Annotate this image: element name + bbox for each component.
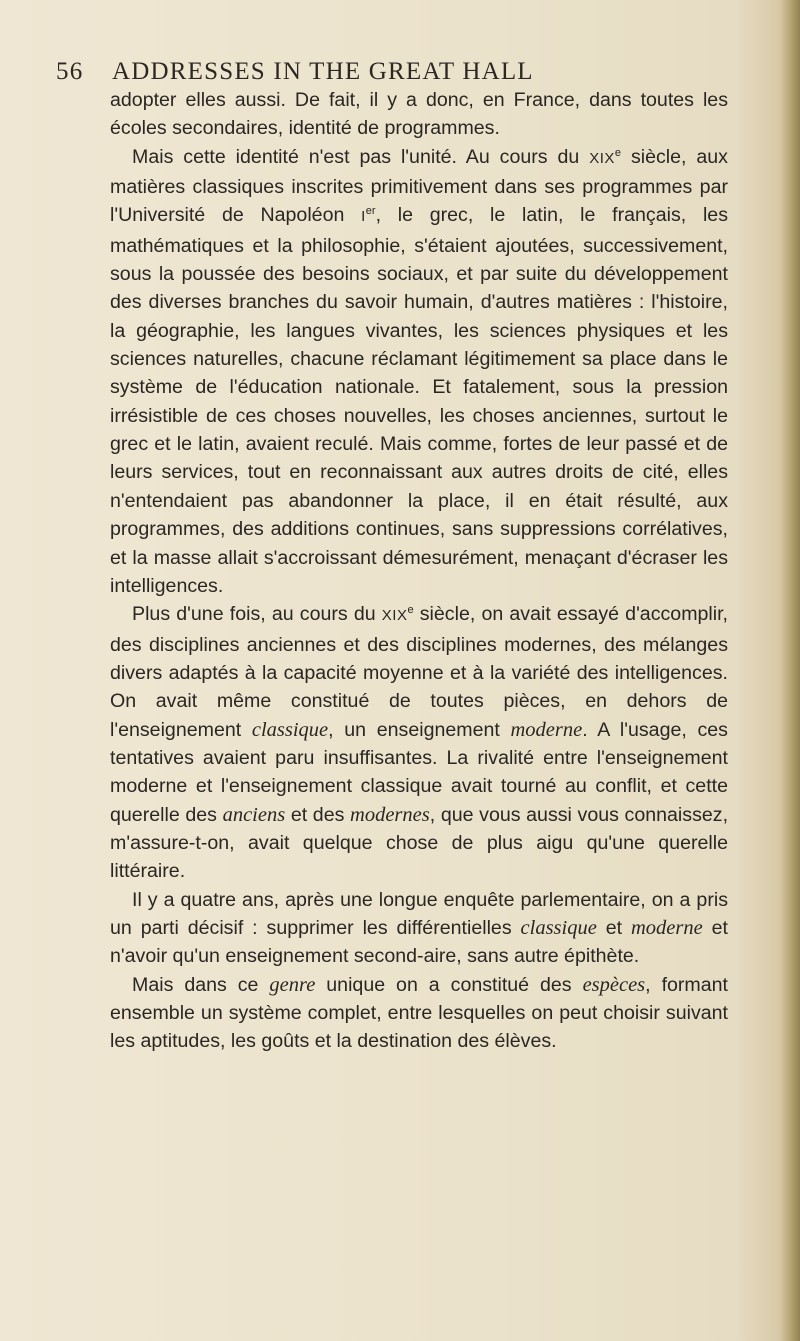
roman-numeral: XIX xyxy=(381,607,408,625)
superscript: e xyxy=(614,146,622,159)
running-header xyxy=(56,58,696,86)
p3-text-c: , un enseignement xyxy=(328,718,511,741)
p2-text-b: siècle, aux matières classiques inscrites primitivement dans ses programmes par l'Université de Napoléon xyxy=(110,145,728,227)
p4-text-c: et n'avoir qu'un enseignement second-aire, sans autre épithète. xyxy=(110,916,728,968)
p3-text-d: . A l'usage, ces tentatives avaient paru insuffisantes. La rivalité entre l'enseignement moderne et l'enseignement classique avait tourné au conflit, et cette querelle des xyxy=(110,718,728,826)
page-edge-shadow xyxy=(780,0,800,1341)
paragraph-2 xyxy=(110,143,728,601)
running-title: ADDRESSES IN THE GREAT HALL xyxy=(112,58,534,85)
italic-term: modernes xyxy=(350,803,430,826)
p4-text-b: et xyxy=(596,916,631,939)
p3-text-b: siècle, on avait essayé d'accomplir, des disciplines anciennes et des disciplines modernes, des mélanges divers adaptés à la capacité moyenne et à la variété des intelligences. On avait même constitué de toutes pièces, en dehors de l'enseignement xyxy=(110,603,729,741)
p2-text-a: Mais cette identité n'est pas l'unité. Au cours du xyxy=(132,145,590,168)
superscript: er xyxy=(365,205,376,218)
italic-term: moderne xyxy=(631,916,703,939)
roman-numeral: I xyxy=(361,208,366,226)
p2-text-c: , le grec, le latin, le français, les mathématiques et la philosophie, s'étaient ajoutées, successivement, sous la poussée des besoins sociaux, et par suite du développement des diverses branches du savoir humain, d'autres matières : l'histoire, la géographie, les langues vivantes, les sciences physiques et les sciences naturelles, chacune réclamant légitimement sa place dans le système de l'éducation nationale. Et fatalement, sous la pression irrésistible de ces choses nouvelles, les choses anciennes, surtout le grec et le latin, avaient reculé. Mais comme, fortes de leur passé et de leurs services, tout en reconnaissant aux autres droits de cité, elles n'entendaient pas abandonner la place, il en était résulté, aux programmes, des additions continues, sans suppressions corrélatives, et la masse allait s'accroissant démesurément, menaçant d'écraser les intelligences. xyxy=(110,204,728,597)
italic-term: moderne xyxy=(510,718,583,741)
p1-text: adopter elles aussi. De fait, il y a donc, en France, dans toutes les écoles secondaires, identité de programmes. xyxy=(110,89,728,140)
italic-term: anciens xyxy=(222,803,286,826)
p5-text-c: , formant ensemble un système complet, entre lesquelles on peut choisir suivant les aptitudes, les goûts et la destination des élèves. xyxy=(110,973,728,1053)
italic-term: genre xyxy=(269,973,316,996)
p5-text-a: Mais dans ce xyxy=(132,973,270,996)
body-text xyxy=(110,86,728,1056)
page-number: 56 xyxy=(56,58,84,85)
p3-text-e: et des xyxy=(285,803,351,826)
paragraph-3 xyxy=(110,600,728,885)
paragraph-1 xyxy=(110,86,728,143)
p5-text-b: unique on a constitué des xyxy=(315,973,583,996)
superscript: e xyxy=(407,604,414,617)
paragraph-4 xyxy=(110,886,728,971)
italic-term: classique xyxy=(251,718,329,741)
p3-text-f: , que vous aussi vous connaissez, m'assure-t-on, avait quelque chose de plus aigu qu'une querelle littéraire. xyxy=(110,803,729,883)
italic-term: classique xyxy=(520,916,597,939)
p4-text-a: Il y a quatre ans, après une longue enquête parlementaire, on a pris un parti décisif : supprimer les différentielles xyxy=(110,888,728,939)
paragraph-5 xyxy=(110,971,728,1056)
italic-term: espèces xyxy=(582,973,646,996)
roman-numeral: XIX xyxy=(589,149,615,167)
p3-text-a: Plus d'une fois, au cours du xyxy=(132,603,382,626)
